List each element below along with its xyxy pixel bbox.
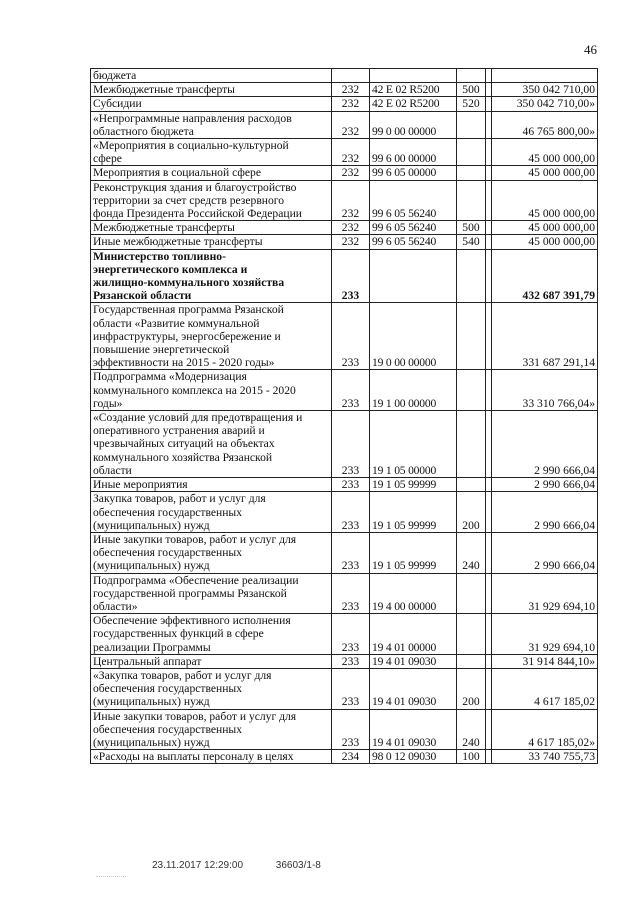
table-row: [91, 411, 598, 478]
row-expense-type: 200: [457, 492, 486, 533]
row-name: [91, 249, 332, 303]
row-target-article: 99 0 00 00000: [370, 111, 457, 138]
row-code: 233: [332, 614, 370, 655]
row-target-article: 42 Е 02 R5200: [370, 97, 457, 111]
row-name-line: обеспечения государственных: [93, 505, 243, 519]
row-code: 233: [332, 370, 370, 411]
row-amount: 2 990 666,04: [492, 492, 598, 533]
row-name: [91, 235, 332, 249]
row-name: [91, 139, 332, 166]
row-name-line: Рязанской области: [93, 289, 192, 303]
row-name-line: (муниципальных) нужд: [93, 695, 210, 709]
row-amount: 46 765 800,00»: [492, 111, 598, 138]
row-name: [91, 97, 332, 111]
faint-stamp: [478, 858, 588, 878]
row-code: 232: [332, 83, 370, 97]
row-name-line: Межбюджетные трансферты: [93, 221, 235, 235]
row-name-line: (муниципальных) нужд: [93, 559, 210, 573]
table-row: [91, 654, 598, 668]
row-target-article: [370, 249, 457, 303]
row-amount: 4 617 185,02: [492, 668, 598, 709]
table-row: [91, 303, 598, 370]
row-expense-type: [457, 411, 486, 478]
row-code: 232: [332, 235, 370, 249]
row-code: 232: [332, 111, 370, 138]
row-name-line: Мероприятия в социальной сфере: [93, 166, 261, 180]
row-name-line: обеспечения государственных: [93, 682, 243, 696]
row-amount: 4 617 185,02»: [492, 709, 598, 750]
row-name-line: эффективности на 2015 - 2020 годы»: [93, 356, 275, 370]
row-target-article: 19 1 05 00000: [370, 411, 457, 478]
row-target-article: 42 Е 02 R5200: [370, 83, 457, 97]
row-code: 233: [332, 668, 370, 709]
row-target-article: [370, 69, 457, 83]
row-amount: 33 310 766,04»: [492, 370, 598, 411]
row-target-article: 19 1 05 99999: [370, 492, 457, 533]
row-name-line: государственных функций в сфере: [93, 627, 264, 641]
row-amount: 2 990 666,04: [492, 478, 598, 492]
row-expense-type: [457, 69, 486, 83]
table-row: [91, 249, 598, 303]
row-name-line: Подпрограмма «Модернизация: [93, 370, 247, 384]
row-code: 232: [332, 180, 370, 221]
row-amount: 45 000 000,00: [492, 139, 598, 166]
row-target-article: 19 4 01 09030: [370, 709, 457, 750]
row-name-line: Иные закупки товаров, работ и услуг для: [93, 709, 297, 723]
row-code: 233: [332, 532, 370, 573]
row-name-line: «Создание условий для предотвращения и: [93, 411, 303, 425]
row-target-article: 99 6 05 56240: [370, 221, 457, 235]
row-target-article: 19 4 01 09030: [370, 668, 457, 709]
row-code: 233: [332, 573, 370, 614]
footer: [152, 860, 321, 871]
row-name: [91, 614, 332, 655]
table-row: [91, 139, 598, 166]
row-name-line: сфере: [93, 152, 122, 166]
table-row: [91, 573, 598, 614]
row-expense-type: [457, 249, 486, 303]
row-target-article: 99 6 05 56240: [370, 235, 457, 249]
table-row: [91, 69, 598, 83]
row-name-line: Реконструкция здания и благоустройство: [93, 180, 297, 194]
row-name-line: «Мероприятия в социально-культурной: [93, 139, 289, 153]
row-name: [91, 69, 332, 83]
footer-timestamp: 23.11.2017 12:29:00: [152, 860, 244, 871]
row-expense-type: 540: [457, 235, 486, 249]
row-name-line: коммунального хозяйства Рязанской: [93, 450, 273, 464]
row-name-line: бюджета: [93, 69, 137, 82]
row-name: [91, 221, 332, 235]
row-amount: 350 042 710,00: [492, 83, 598, 97]
row-name: [91, 750, 332, 764]
row-amount: 33 740 755,73: [492, 750, 598, 764]
budget-table: [90, 68, 598, 764]
row-name-line: Иные закупки товаров, работ и услуг для: [93, 532, 297, 546]
row-code: 233: [332, 478, 370, 492]
row-name-line: чрезвычайных ситуаций на объектах: [93, 437, 275, 451]
row-amount: 2 990 666,04: [492, 411, 598, 478]
row-code: 232: [332, 166, 370, 180]
row-expense-type: 520: [457, 97, 486, 111]
scan-mark: [96, 858, 126, 877]
row-name-line: территории за счет средств резервного: [93, 193, 285, 207]
row-name-line: годы»: [93, 396, 123, 410]
row-code: [332, 69, 370, 83]
row-name-line: Межбюджетные трансферты: [93, 83, 235, 97]
row-name-line: фонда Президента Российской Федерации: [93, 207, 302, 221]
table-row: [91, 166, 598, 180]
row-name: [91, 180, 332, 221]
table-row: [91, 750, 598, 764]
row-target-article: 19 4 01 00000: [370, 614, 457, 655]
row-amount: 45 000 000,00: [492, 166, 598, 180]
row-name: [91, 370, 332, 411]
row-code: 233: [332, 654, 370, 668]
table-row: [91, 221, 598, 235]
row-name-line: Обеспечение эффективного исполнения: [93, 614, 291, 628]
footer-doc-id: 36603/1-8: [275, 860, 321, 871]
row-expense-type: [457, 111, 486, 138]
row-target-article: 19 1 00 00000: [370, 370, 457, 411]
row-amount: [492, 69, 598, 83]
row-code: 232: [332, 139, 370, 166]
row-name-line: области»: [93, 599, 138, 613]
row-code: 233: [332, 492, 370, 533]
row-expense-type: 100: [457, 750, 486, 764]
table-row: [91, 492, 598, 533]
row-expense-type: [457, 139, 486, 166]
row-name: [91, 303, 332, 370]
table-row: [91, 532, 598, 573]
row-name: [91, 411, 332, 478]
table-row: [91, 370, 598, 411]
row-expense-type: [457, 180, 486, 221]
row-amount: 2 990 666,04: [492, 532, 598, 573]
row-name-line: государственной программы Рязанской: [93, 586, 287, 600]
row-expense-type: [457, 573, 486, 614]
row-name-line: реализации Программы: [93, 640, 211, 654]
row-name-line: коммунального комплекса на 2015 - 2020: [93, 383, 296, 397]
row-code: 234: [332, 750, 370, 764]
row-target-article: 19 1 05 99999: [370, 478, 457, 492]
row-name: [91, 166, 332, 180]
page-number: 46: [584, 42, 597, 57]
row-amount: 45 000 000,00: [492, 180, 598, 221]
row-code: 233: [332, 411, 370, 478]
row-name-line: Подпрограмма «Обеспечение реализации: [93, 573, 299, 587]
table-row: [91, 614, 598, 655]
row-name: [91, 668, 332, 709]
row-name-line: Закупка товаров, работ и услуг для: [93, 492, 266, 506]
row-amount: 331 687 291,14: [492, 303, 598, 370]
row-name-line: «Расходы на выплаты персоналу в целях: [93, 750, 294, 764]
row-name-line: Государственная программа Рязанской: [93, 303, 284, 317]
row-name: [91, 573, 332, 614]
row-name: [91, 478, 332, 492]
row-name-line: областного бюджета: [93, 124, 194, 138]
row-expense-type: 500: [457, 83, 486, 97]
row-name: [91, 492, 332, 533]
row-name-line: оперативного устранения аварий и: [93, 424, 265, 438]
table-row: [91, 111, 598, 138]
row-name-line: (муниципальных) нужд: [93, 735, 210, 749]
row-expense-type: [457, 478, 486, 492]
row-name: [91, 532, 332, 573]
table-row: [91, 83, 598, 97]
row-name: [91, 83, 332, 97]
row-name-line: Субсидии: [93, 97, 142, 111]
table-row: [91, 709, 598, 750]
row-name-line: жилищно-коммунального хозяйства: [93, 276, 285, 290]
row-name-line: Иные мероприятия: [93, 478, 188, 492]
row-name-line: повышение энергетической: [93, 343, 230, 357]
row-target-article: 99 6 05 00000: [370, 166, 457, 180]
row-expense-type: 240: [457, 709, 486, 750]
row-name-line: области «Развитие коммунальной: [93, 316, 260, 330]
row-target-article: 98 0 12 09030: [370, 750, 457, 764]
row-name-line: «Непрограммные направления расходов: [93, 111, 292, 125]
table-row: [91, 668, 598, 709]
row-code: 232: [332, 97, 370, 111]
row-code: 233: [332, 303, 370, 370]
row-name: [91, 709, 332, 750]
row-target-article: 19 4 00 00000: [370, 573, 457, 614]
row-name-line: (муниципальных) нужд: [93, 518, 210, 532]
row-name-line: Министерство топливно-: [93, 249, 226, 263]
row-amount: 45 000 000,00: [492, 235, 598, 249]
table-row: [91, 180, 598, 221]
row-expense-type: [457, 614, 486, 655]
row-code: 233: [332, 249, 370, 303]
row-name-line: области: [93, 463, 132, 477]
table-row: [91, 235, 598, 249]
row-name-line: инфраструктуры, энергосбережение и: [93, 329, 281, 343]
row-name-line: обеспечения государственных: [93, 546, 243, 560]
row-amount: 31 914 844,10»: [492, 654, 598, 668]
row-expense-type: 500: [457, 221, 486, 235]
row-name-line: «Закупка товаров, работ и услуг для: [93, 668, 272, 682]
row-expense-type: [457, 166, 486, 180]
row-target-article: 99 6 05 56240: [370, 180, 457, 221]
row-expense-type: [457, 303, 486, 370]
row-name-line: обеспечения государственных: [93, 722, 243, 736]
row-expense-type: [457, 370, 486, 411]
row-expense-type: 200: [457, 668, 486, 709]
table-row: [91, 97, 598, 111]
row-target-article: 19 0 00 00000: [370, 303, 457, 370]
row-code: 232: [332, 221, 370, 235]
row-expense-type: 240: [457, 532, 486, 573]
table-body: [91, 69, 598, 764]
row-expense-type: [457, 654, 486, 668]
row-name: [91, 111, 332, 138]
table-row: [91, 478, 598, 492]
row-code: 233: [332, 709, 370, 750]
row-amount: 31 929 694,10: [492, 573, 598, 614]
row-amount: 45 000 000,00: [492, 221, 598, 235]
row-name-line: Центральный аппарат: [93, 654, 202, 668]
row-amount: 432 687 391,79: [492, 249, 598, 303]
row-target-article: 99 6 00 00000: [370, 139, 457, 166]
row-amount: 350 042 710,00»: [492, 97, 598, 111]
row-name-line: Иные межбюджетные трансферты: [93, 235, 263, 249]
row-target-article: 19 4 01 09030: [370, 654, 457, 668]
row-name-line: энергетического комплекса и: [93, 262, 248, 276]
row-amount: 31 929 694,10: [492, 614, 598, 655]
row-name: [91, 654, 332, 668]
row-target-article: 19 1 05 99999: [370, 532, 457, 573]
